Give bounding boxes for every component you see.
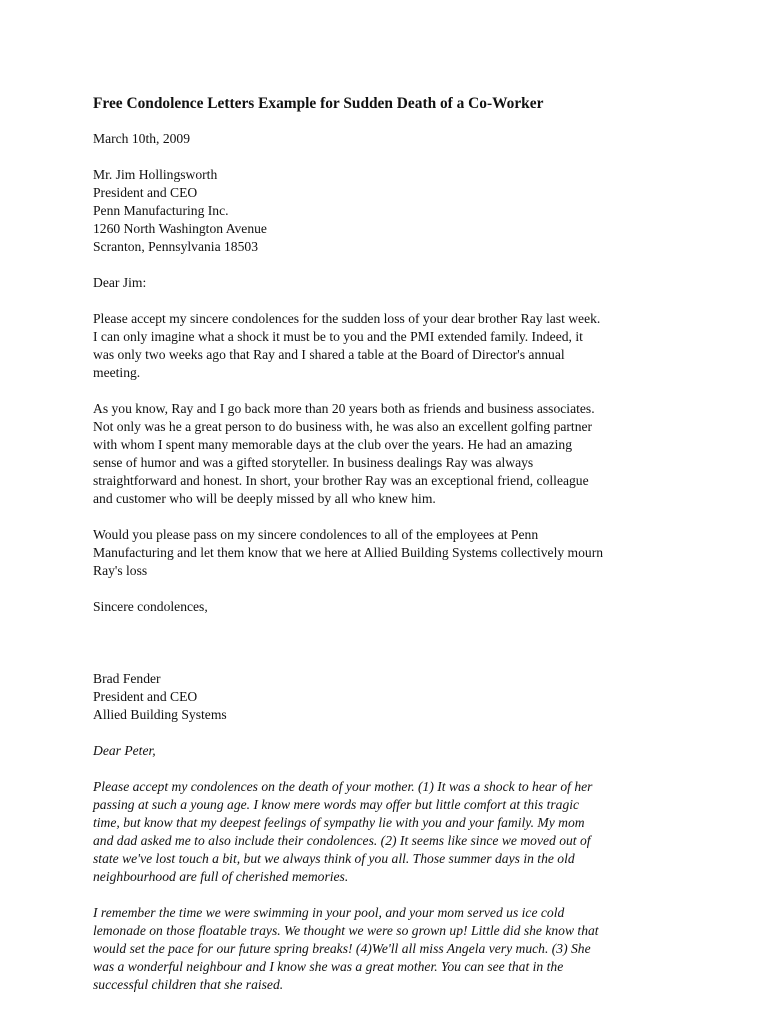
paragraph-line: passing at such a young age. I know mere words may offer but little comfort at this tragic [93,797,580,812]
address-line: 1260 North Washington Avenue [93,221,267,236]
paragraph-line: and customer who will be deeply missed by all who knew him. [93,491,436,506]
salutation-peter: Dear Peter, [93,743,156,758]
address-line: President and CEO [93,185,198,200]
recipient-address [93,166,693,256]
letter1-paragraph-2 [93,400,693,508]
letter1-paragraph-1 [93,310,693,382]
paragraph-line: meeting. [93,365,141,380]
paragraph-line: sense of humor and was a gifted storyteller. In business dealings Ray was always [93,455,534,470]
paragraph-line: was only two weeks ago that Ray and I shared a table at the Board of Director's annual [93,347,565,362]
signature-line: Allied Building Systems [93,707,227,722]
letter2-paragraph-1 [93,778,693,886]
document-page [93,94,693,1012]
paragraph-line: state we've lost touch a bit, but we always think of you all. Those summer days in the old [93,851,575,866]
paragraph-line: As you know, Ray and I go back more than 20 years both as friends and business associates. [93,401,595,416]
paragraph-line: Please accept my sincere condolences for the sudden loss of your dear brother Ray last week. [93,311,601,326]
address-line: Mr. Jim Hollingsworth [93,167,218,182]
paragraph-line: neighbourhood are full of cherished memories. [93,869,349,884]
paragraph-line: time, but know that my deepest feelings of sympathy lie with you and your family. My mom [93,815,585,830]
paragraph-line: with whom I spent many memorable days at the club over the years. He had an amazing [93,437,573,452]
signature-block [93,670,693,724]
paragraph-line: I remember the time we were swimming in your pool, and your mom served us ice cold [93,905,565,920]
letter2-paragraph-2 [93,904,693,994]
signature-line: President and CEO [93,689,198,704]
paragraph-line: was a wonderful neighbour and I know she was a great mother. You can see that in the [93,959,564,974]
paragraph-line: and dad asked me to also include their condolences. (2) It seems like since we moved out of [93,833,591,848]
salutation-jim: Dear Jim: [93,275,147,290]
letter1-paragraph-3 [93,526,693,580]
paragraph-line: Please accept my condolences on the death of your mother. (1) It was a shock to hear of her [93,779,593,794]
paragraph-line: successful children that she raised. [93,977,284,992]
closing: Sincere condolences, [93,599,208,614]
paragraph-line: straightforward and honest. In short, your brother Ray was an exceptional friend, colleague [93,473,589,488]
paragraph-line: Would you please pass on my sincere condolences to all of the employees at Penn [93,527,539,542]
paragraph-line: Manufacturing and let them know that we here at Allied Building Systems collectively mourn [93,545,604,560]
paragraph-line: I can only imagine what a shock it must be to you and the PMI extended family. Indeed, it [93,329,583,344]
letter-date: March 10th, 2009 [93,131,191,146]
paragraph-line: Not only was he a great person to do business with, he was also an excellent golfing partner [93,419,593,434]
signature-line: Brad Fender [93,671,161,686]
paragraph-line: lemonade on those floatable trays. We thought we were so grown up! Little did she know that [93,923,599,938]
paragraph-line: Ray's loss [93,563,148,578]
address-line: Penn Manufacturing Inc. [93,203,229,218]
address-line: Scranton, Pennsylvania 18503 [93,239,258,254]
paragraph-line: would set the pace for our future spring breaks! (4)We'll all miss Angela very much. (3) She [93,941,591,956]
document-title: Free Condolence Letters Example for Sudden Death of a Co-Worker [93,95,544,112]
